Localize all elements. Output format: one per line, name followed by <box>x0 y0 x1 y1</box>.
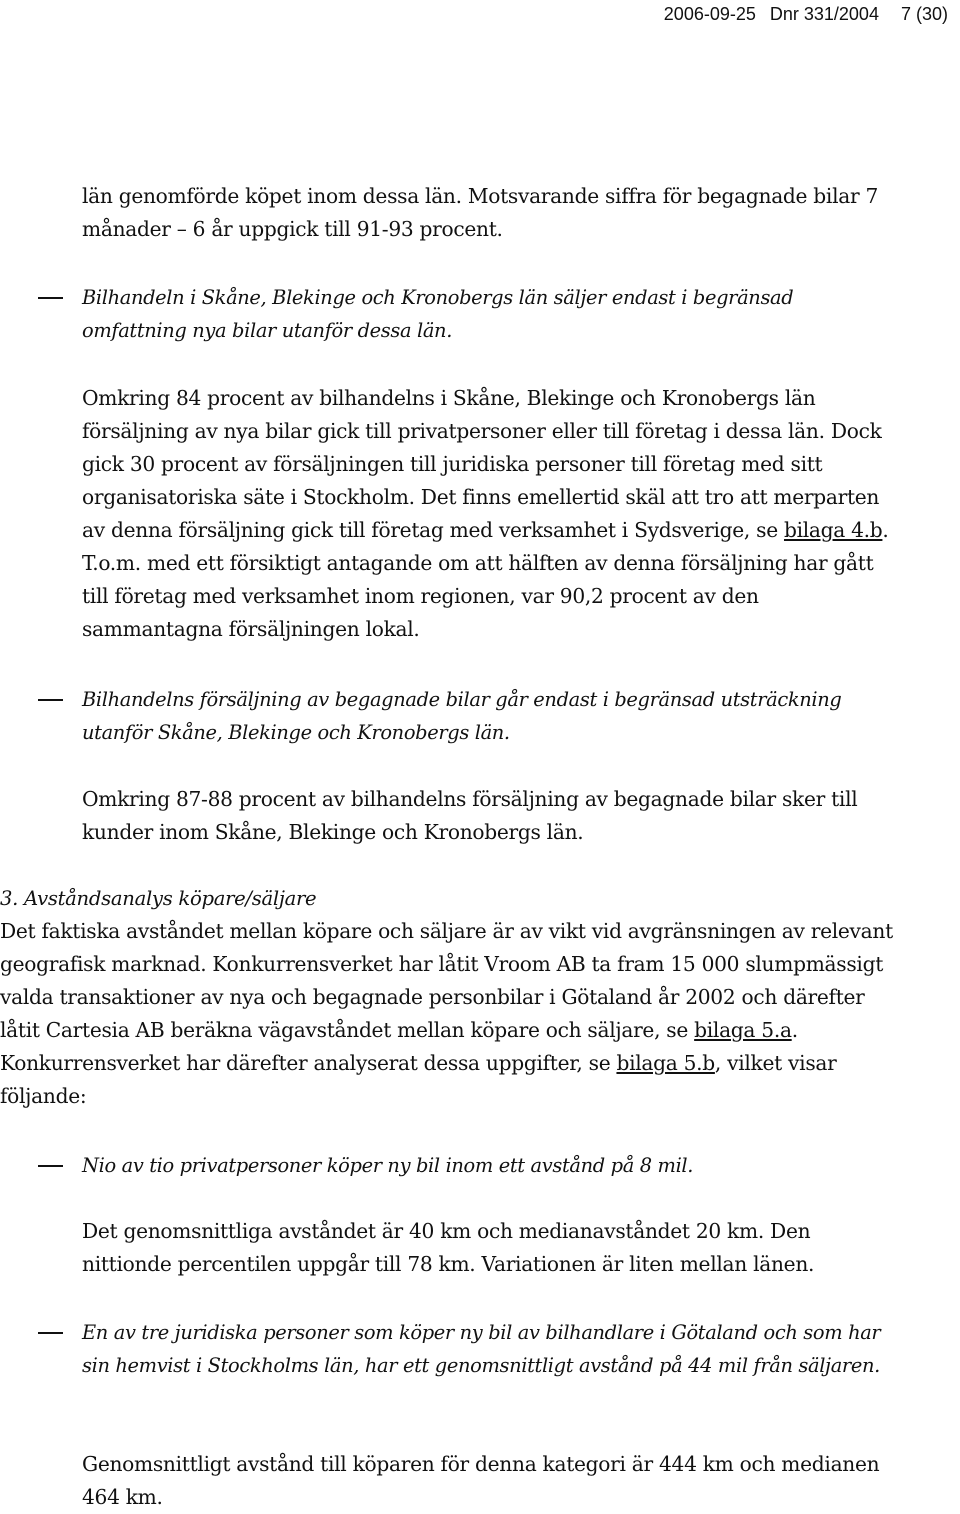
section-3-text-end: , vilket visar följande: <box>0 1051 837 1108</box>
header-page-number: 7 (30) <box>900 4 948 24</box>
header-dnr: Dnr 331/2004 <box>769 4 879 24</box>
bullet-new-cars: Bilhandeln i Skåne, Blekinge och Kronobergs län säljer endast i begränsad omfattning nya bilar utanför dessa län. <box>82 286 794 342</box>
bullet-dash <box>38 1332 63 1334</box>
bullet-dash <box>38 699 63 701</box>
section-3-text-mid: . Konkurrensverket har därefter analyserat dessa uppgifter, se <box>0 1018 798 1075</box>
bullet-legal-persons: En av tre juridiska personer som köper ny bil av bilhandlare i Götaland och som har sin hemvist i Stockholms län, har ett genomsnittligt avstånd på 44 mil från säljaren. <box>82 1321 881 1377</box>
bullet-private-buyers: Nio av tio privatpersoner köper ny bil inom ett avstånd på 8 mil. <box>82 1154 694 1177</box>
section-3-heading: 3. Avståndsanalys köpare/säljare <box>0 887 317 910</box>
link-bilaga-4b[interactable]: bilaga 4.b <box>783 518 883 542</box>
paragraph-new-car-sales-text-end: . T.o.m. med ett försiktigt antagande om att hälften av denna försäljning har gått till företag med verksamhet inom regionen, var 90,2 procent av den sammantagna försäljningen lokal. <box>82 518 889 641</box>
paragraph-legal-distance: Genomsnittligt avstånd till köparen för denna kategori är 444 km och medianen 464 km. <box>82 1452 880 1509</box>
header-date: 2006-09-25 <box>663 4 756 24</box>
paragraph-average-distance: Det genomsnittliga avståndet är 40 km och medianavståndet 20 km. Den nittionde percentilen uppgår till 78 km. Variationen är liten mellan länen. <box>82 1219 815 1276</box>
bullet-dash <box>38 1165 63 1167</box>
section-3-text: Det faktiska avståndet mellan köpare och säljare är av vikt vid avgränsningen av relevant geografisk marknad. Konkurrensverket har låtit Vroom AB ta fram 15 000 slumpmässigt valda transaktioner av nya och begagnade personbilar i Götaland år 2002 och därefter låtit Cartesia AB beräkna vägavståndet mellan köpare och säljare, se <box>0 919 893 1042</box>
page-header <box>664 4 948 25</box>
bullet-used-cars: Bilhandelns försäljning av begagnade bilar går endast i begränsad utsträckning utanför Skåne, Blekinge och Kronobergs län. <box>82 688 842 744</box>
link-bilaga-5a[interactable]: bilaga 5.a <box>694 1018 792 1042</box>
paragraph-used-car-sales: Omkring 87-88 procent av bilhandelns försäljning av begagnade bilar sker till kunder inom Skåne, Blekinge och Kronobergs län. <box>82 787 858 844</box>
paragraph-new-car-sales-text: Omkring 84 procent av bilhandelns i Skåne, Blekinge och Kronobergs län försäljning av nya bilar gick till privatpersoner eller till företag i dessa län. Dock gick 30 procent av försäljningen till juridiska personer till företag med sitt organisatoriska säte i Stockholm. Det finns emellertid skäl att tro att merparten av denna försäljning gick till företag med verksamhet i Sydsverige, se <box>82 386 882 542</box>
intro-paragraph: län genomförde köpet inom dessa län. Motsvarande siffra för begagnade bilar 7 månader – 6 år uppgick till 91-93 procent. <box>82 184 878 241</box>
paragraph-new-car-sales <box>82 382 897 646</box>
section-3 <box>0 882 900 1113</box>
bullet-dash <box>38 297 63 299</box>
link-bilaga-5b[interactable]: bilaga 5.b <box>616 1051 715 1075</box>
